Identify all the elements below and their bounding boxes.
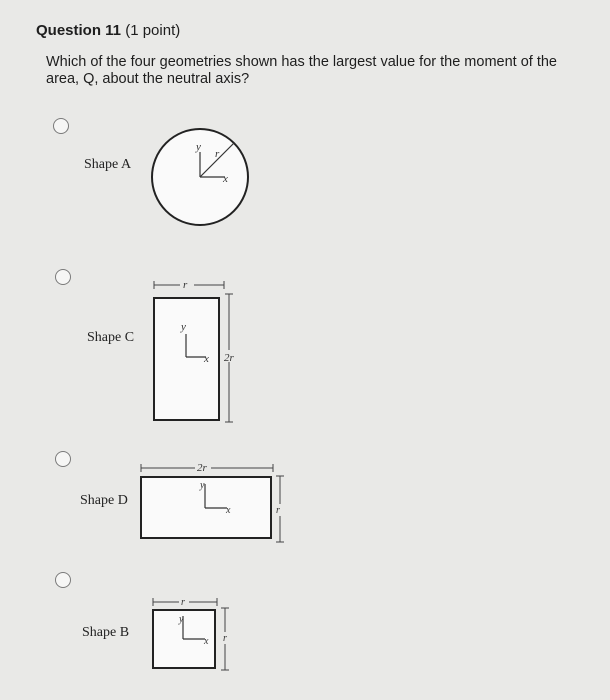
- shape-c-height-label: 2r: [224, 352, 234, 364]
- shape-d-label: Shape D: [80, 493, 128, 508]
- shape-b-label: Shape B: [82, 625, 130, 640]
- shape-b-y-label: y: [179, 614, 184, 625]
- shape-d-height-label: r: [276, 505, 280, 516]
- shape-a-y-label: y: [196, 141, 201, 153]
- shape-b-figure: [145, 582, 245, 682]
- question-points: (1 point): [125, 22, 181, 39]
- question-header: [36, 22, 180, 39]
- rect-outline: [154, 298, 219, 420]
- question-title: Question 11: [36, 22, 122, 39]
- radio-shape-c[interactable]: [55, 269, 71, 285]
- radio-shape-a[interactable]: [53, 118, 69, 134]
- radio-shape-b[interactable]: [55, 572, 71, 588]
- shape-d-x-label: x: [226, 505, 231, 516]
- shape-a-x-label: x: [223, 173, 228, 185]
- shape-a-figure: [145, 122, 255, 232]
- shape-c-width-label: r: [183, 279, 188, 291]
- shape-d-y-label: y: [200, 480, 205, 491]
- shape-b-height-label: r: [223, 633, 227, 644]
- shape-c-figure: [140, 272, 250, 432]
- shape-c-x-label: x: [204, 353, 209, 365]
- shape-d-width-label: 2r: [197, 462, 207, 474]
- shape-d-figure: [135, 458, 290, 550]
- shape-a-r-label: r: [215, 148, 220, 160]
- shape-a-label: Shape A: [84, 157, 132, 172]
- shape-b-x-label: x: [204, 636, 209, 647]
- shape-b-width-label: r: [181, 597, 185, 608]
- radio-shape-d[interactable]: [55, 451, 71, 467]
- shape-c-label: Shape C: [87, 330, 135, 345]
- shape-c-y-label: y: [181, 321, 186, 333]
- question-text: Which of the four geometries shown has the largest value for the moment of the area, Q, about the neutral axis?: [46, 54, 557, 87]
